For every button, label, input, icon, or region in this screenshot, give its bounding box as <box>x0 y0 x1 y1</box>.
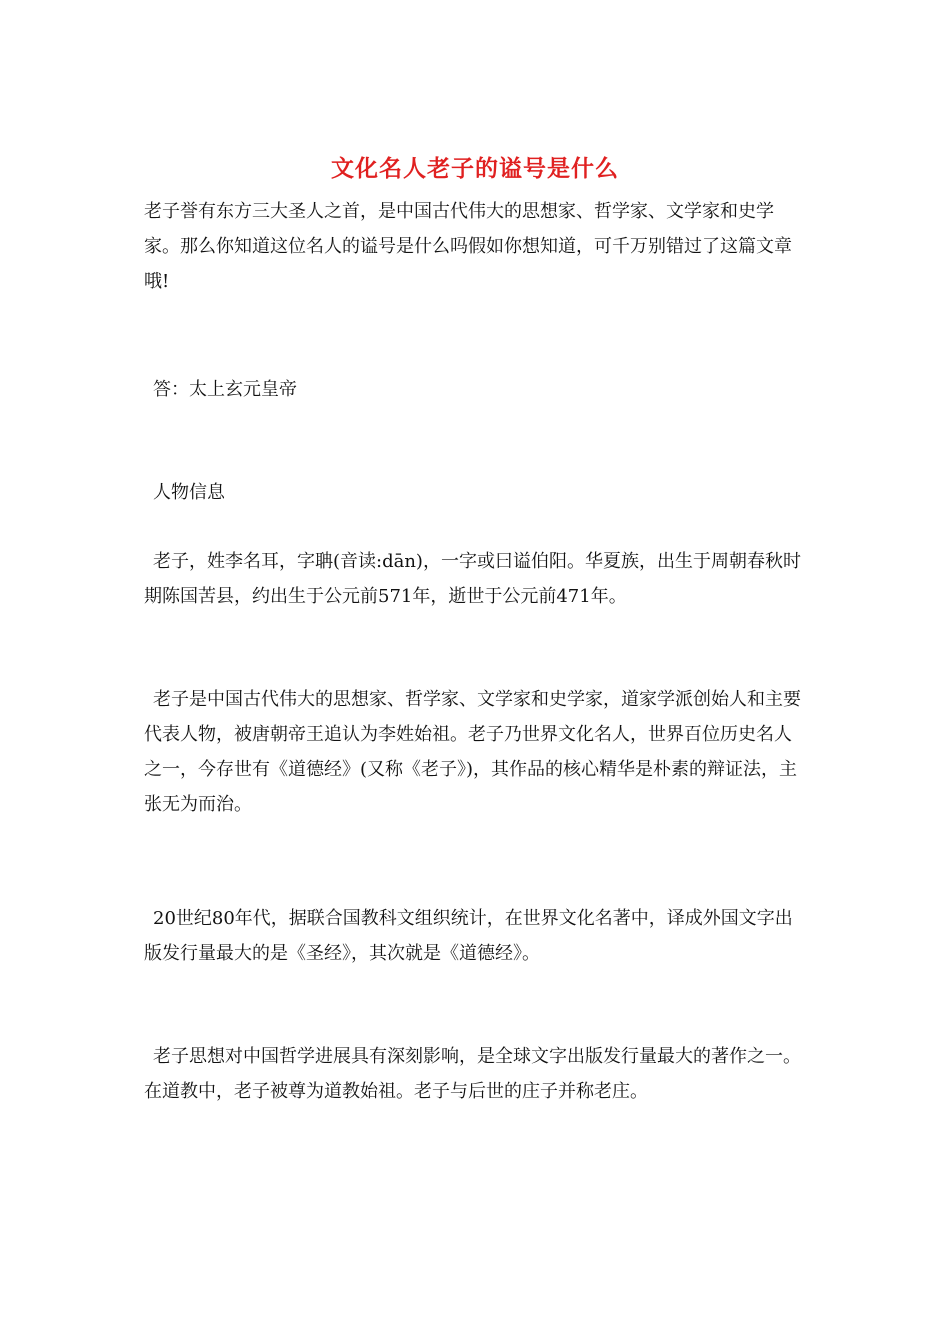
role-paragraph: 老子是中国古代伟大的思想家、哲学家、文学家和史学家，道家学派创始人和主要代表人物，被唐朝帝王追认为李姓始祖。老子乃世界文化名人，世界百位历史名人之一，今存世有《道德经》(又称《老子》)，其作品的核心精华是朴素的辩证法，主张无为而治。 <box>144 689 801 815</box>
influence-paragraph: 老子思想对中国哲学进展具有深刻影响，是全球文字出版发行量最大的著作之一。在道教中，老子被尊为道教始祖。老子与后世的庄子并称老庄。 <box>144 1046 801 1102</box>
page-title: 文化名人老子的谥号是什么 <box>331 155 619 182</box>
section-heading: 人物信息 <box>153 482 225 503</box>
answer-paragraph: 答：太上玄元皇帝 <box>153 379 297 400</box>
stats-paragraph: 20世纪80年代，据联合国教科文组织统计，在世界文化名著中，译成外国文字出版发行量最大的是《圣经》，其次就是《道德经》。 <box>144 908 793 964</box>
intro-paragraph: 老子誉有东方三大圣人之首，是中国古代伟大的思想家、哲学家、文学家和史学家。那么你知道这位名人的谥号是什么吗假如你想知道，可千万别错过了这篇文章哦! <box>144 201 792 292</box>
bio-paragraph: 老子，姓李名耳，字聃(音读:dān)，一字或曰谥伯阳。华夏族，出生于周朝春秋时期陈国苦县，约出生于公元前571年，逝世于公元前471年。 <box>144 551 801 607</box>
